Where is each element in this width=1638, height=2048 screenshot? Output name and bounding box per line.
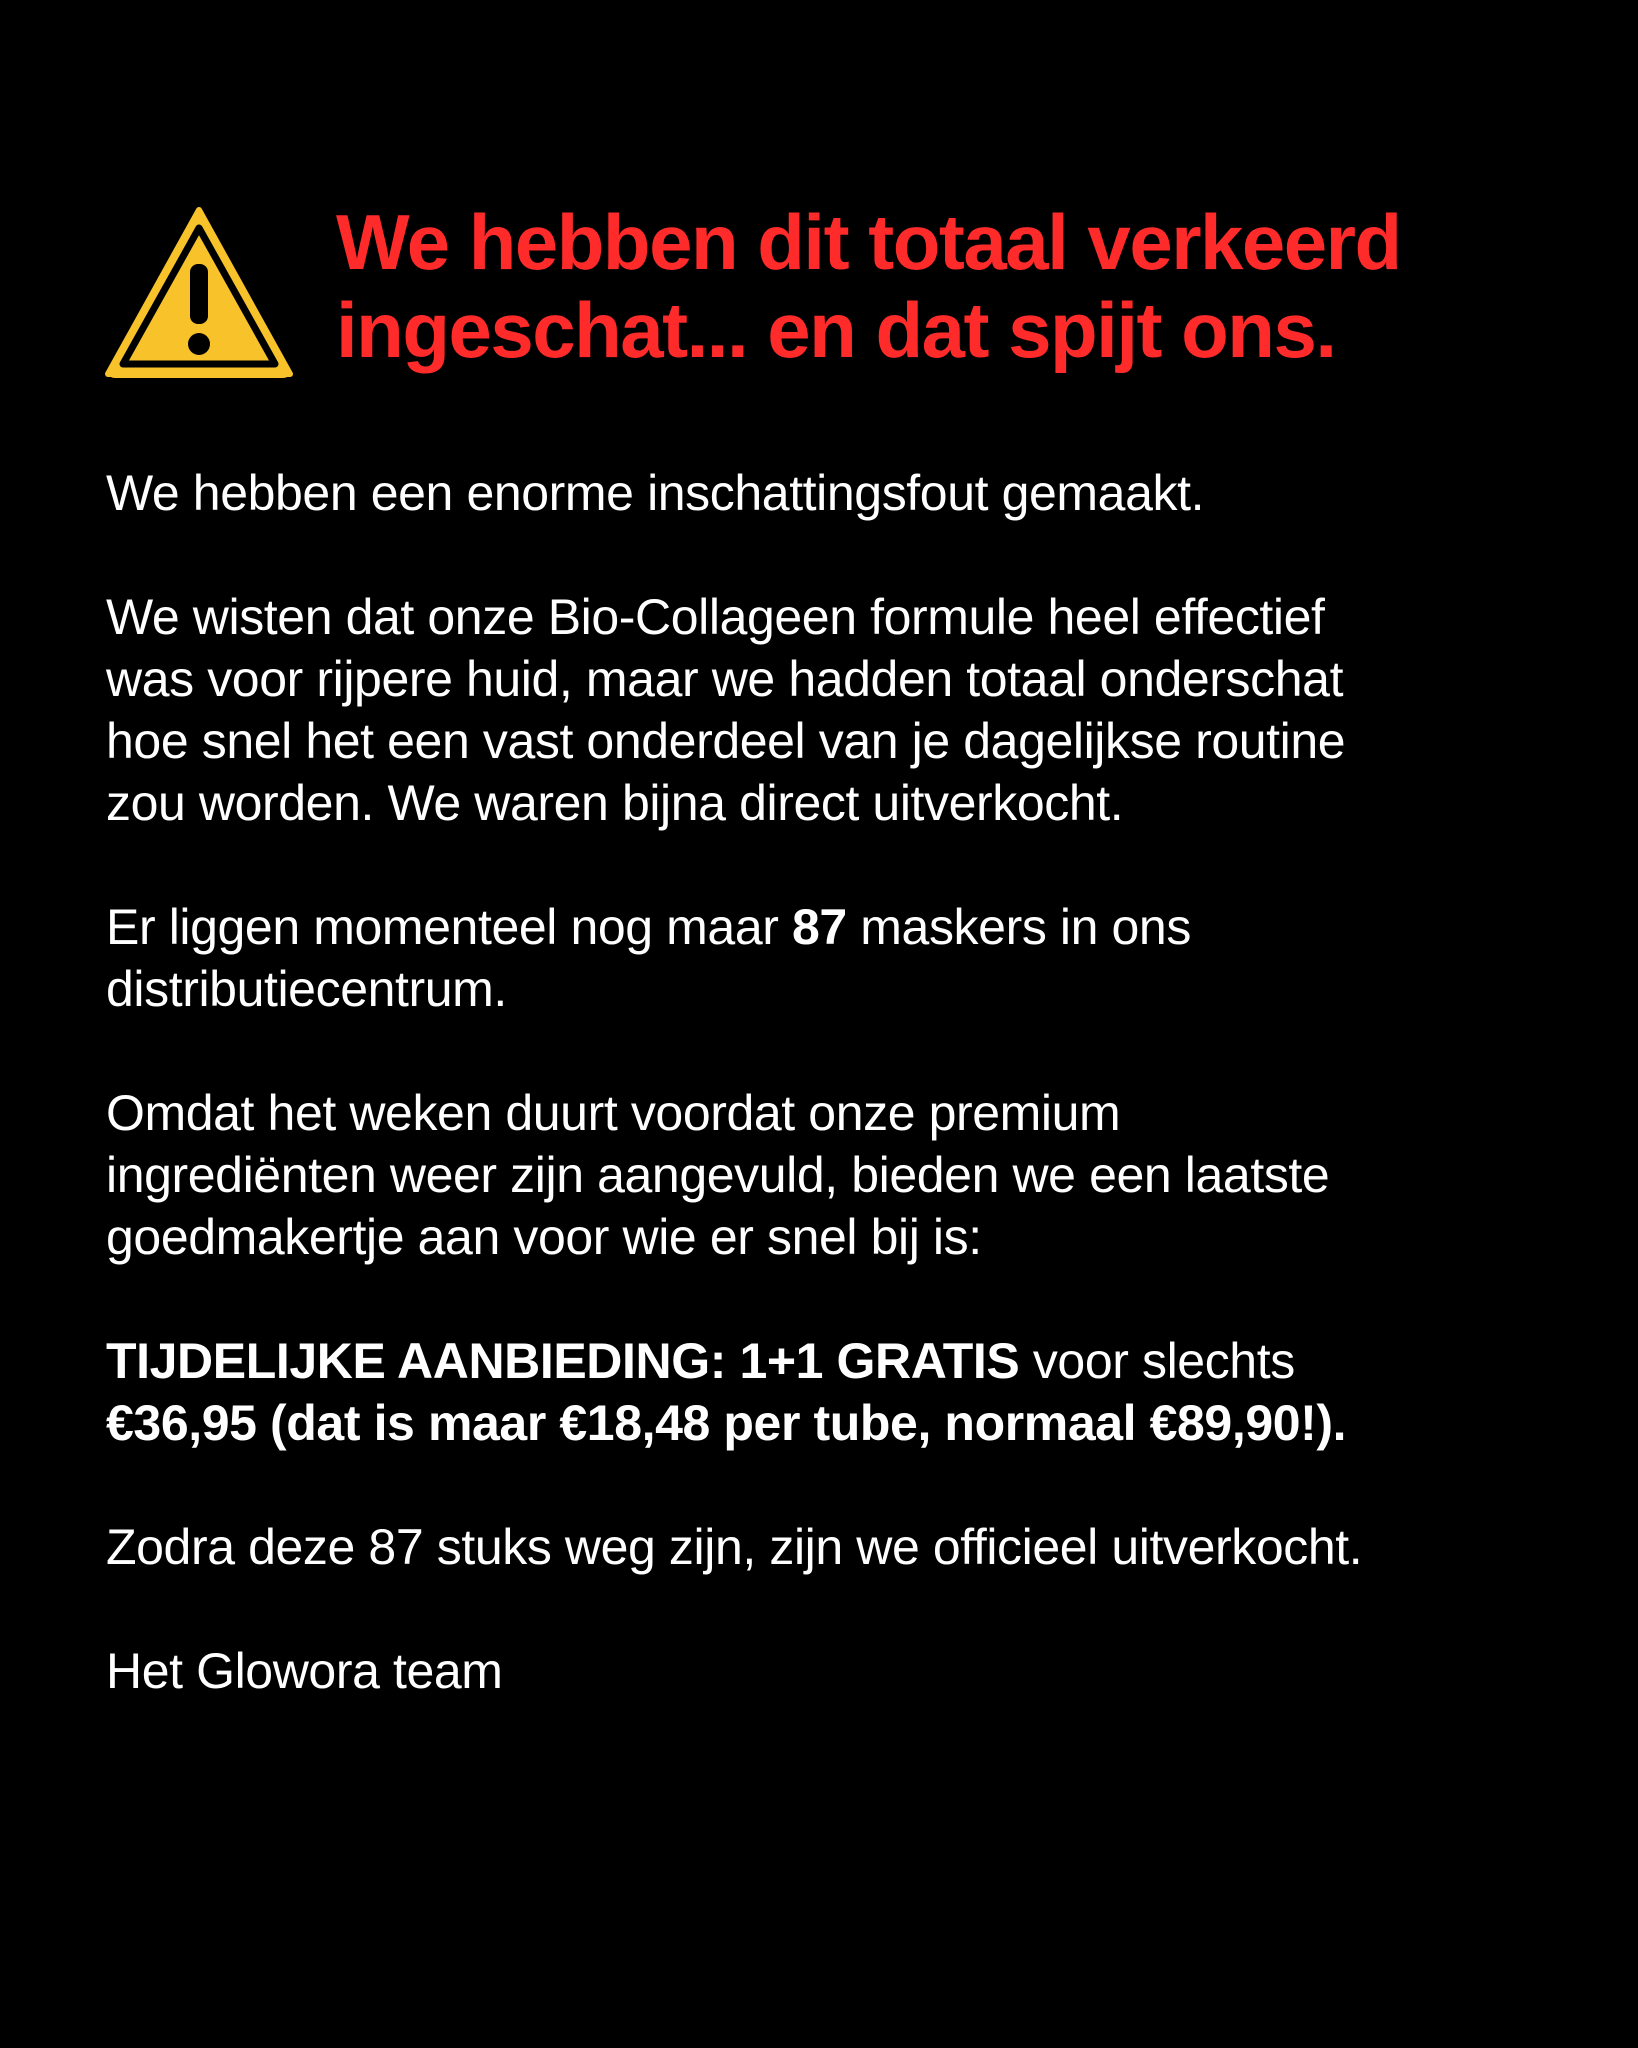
stock-count: 87 bbox=[791, 899, 847, 955]
stock-text-after: maskers in ons bbox=[846, 899, 1191, 955]
paragraph-soldout bbox=[106, 1516, 1546, 1578]
paragraph-formula-line: zou worden. We waren bijna direct uitverkocht. bbox=[106, 775, 1124, 831]
signature bbox=[106, 1640, 1546, 1702]
paragraph-restock-line: ingrediënten weer zijn aangevuld, bieden we een laatste bbox=[106, 1147, 1330, 1203]
paragraph-formula bbox=[106, 586, 1546, 834]
paragraph-stock-line-2: distributiecentrum. bbox=[106, 961, 507, 1017]
message-body bbox=[106, 462, 1546, 1764]
headline-line-2: ingeschat... en dat spijt ons. bbox=[336, 286, 1336, 374]
header bbox=[104, 198, 1544, 384]
paragraph-intro-text: We hebben een enorme inschattingsfout gemaakt. bbox=[106, 465, 1205, 521]
signature-text: Het Glowora team bbox=[106, 1643, 503, 1699]
headline-line-1: We hebben dit totaal verkeerd bbox=[336, 198, 1401, 286]
warning-triangle-icon bbox=[104, 206, 294, 384]
offer-text: voor slechts bbox=[1019, 1333, 1295, 1389]
paragraph-offer bbox=[106, 1330, 1546, 1454]
paragraph-formula-line: was voor rijpere huid, maar we hadden totaal onderschat bbox=[106, 651, 1344, 707]
paragraph-formula-line: We wisten dat onze Bio-Collageen formule heel effectief bbox=[106, 589, 1325, 645]
paragraph-restock-line: Omdat het weken duurt voordat onze premium bbox=[106, 1085, 1121, 1141]
offer-price-line bbox=[106, 1392, 1546, 1454]
paragraph-restock-line: goedmakertje aan voor wie er snel bij is: bbox=[106, 1209, 982, 1265]
paragraph-formula-line: hoe snel het een vast onderdeel van je dagelijkse routine bbox=[106, 713, 1346, 769]
offer-line bbox=[106, 1330, 1546, 1392]
paragraph-soldout-text: Zodra deze 87 stuks weg zijn, zijn we officieel uitverkocht. bbox=[106, 1519, 1363, 1575]
paragraph-intro bbox=[106, 462, 1546, 524]
offer-price: €36,95 (dat is maar €18,48 per tube, normaal €89,90!). bbox=[106, 1395, 1347, 1451]
headline bbox=[336, 198, 1401, 374]
stock-text-before: Er liggen momenteel nog maar bbox=[106, 899, 792, 955]
paragraph-stock-line bbox=[106, 896, 1546, 958]
paragraph-stock bbox=[106, 896, 1546, 1020]
paragraph-restock bbox=[106, 1082, 1546, 1268]
offer-title: TIJDELIJKE AANBIEDING: 1+1 GRATIS bbox=[106, 1333, 1020, 1389]
